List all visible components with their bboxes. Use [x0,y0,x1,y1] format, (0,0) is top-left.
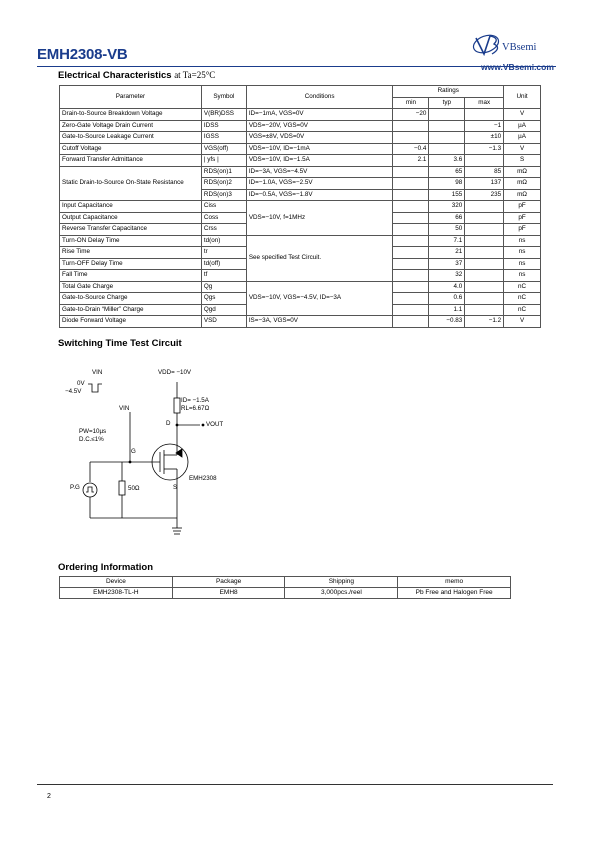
symbol-cell: VGS(off) [201,143,246,155]
condition-cell: VDS=−10V, ID=−1.5A [246,155,393,167]
unit-cell: mΩ [504,166,541,178]
condition-cell: VDS=−10V, f=1MHz [246,201,393,236]
typ-cell: −0.83 [429,316,465,328]
param-cell: Gate-to-Source Leakage Current [60,132,202,144]
symbol-cell: Coss [201,212,246,224]
symbol-cell: VSD [201,316,246,328]
unit-cell: V [504,109,541,121]
unit-cell: µA [504,120,541,132]
ordering-shipping-cell: 3,000pcs./reel [285,588,398,599]
vin-top-label: VIN [92,369,103,376]
max-cell: −1.3 [465,143,504,155]
ordering-col-shipping: Shipping [285,577,398,588]
symbol-cell: RDS(on)3 [201,189,246,201]
pulse-generator-label: P.G [70,484,80,491]
unit-cell: pF [504,212,541,224]
unit-cell: V [504,316,541,328]
typ-cell: 7.1 [429,235,465,247]
vin-mid-label: VIN [119,405,130,412]
ordering-section-title: Ordering Information [58,562,153,573]
footer-rule [37,784,553,785]
unit-cell: ns [504,247,541,259]
brand-name: VBsemi [502,42,537,53]
param-cell: Cutoff Voltage [60,143,202,155]
elec-condition-text: at Ta=25°C [174,70,216,80]
unit-cell: S [504,155,541,167]
symbol-cell: V(BR)DSS [201,109,246,121]
max-cell: −1 [465,120,504,132]
ordering-col-memo: memo [398,577,511,588]
min-cell: −0.4 [393,143,429,155]
device-label: EMH2308 [189,475,217,482]
unit-cell: pF [504,201,541,213]
table-row [60,588,511,599]
col-header-ratings: Ratings [393,86,504,98]
condition-cell: VDS=−10V, ID=−1mA [246,143,393,155]
ordering-memo-cell: Pb Free and Halogen Free [398,588,511,599]
col-header-min: min [393,97,429,109]
page-number: 2 [47,793,51,800]
typ-cell: 32 [429,270,465,282]
elec-title-text: Electrical Characteristics [58,70,172,81]
col-header-unit: Unit [504,86,541,109]
symbol-cell: | yfs | [201,155,246,167]
typ-cell: 98 [429,178,465,190]
param-cell: Fall Time [60,270,202,282]
condition-cell: VDS=−20V, VGS=0V [246,120,393,132]
symbol-cell: IDSS [201,120,246,132]
symbol-cell: Qg [201,281,246,293]
ordering-device-cell: EMH2308-TL-H [60,588,173,599]
condition-cell: IS=−3A, VGS=0V [246,316,393,328]
symbol-cell: IGSS [201,132,246,144]
symbol-cell: RDS(on)2 [201,178,246,190]
circuit-section-title: Switching Time Test Circuit [58,338,182,349]
symbol-cell: td(off) [201,258,246,270]
col-header-symbol: Symbol [201,86,246,109]
ordering-col-device: Device [60,577,173,588]
id-label: ID= −1.5A [181,397,209,404]
vout-label: VOUT [206,421,224,428]
vdd-label: VDD= −10V [158,369,192,376]
source-label: S [173,484,178,491]
typ-cell: 50 [429,224,465,236]
drain-label: D [166,420,171,427]
param-cell: Static Drain-to-Source On-State Resistance [60,166,202,201]
condition-cell: See specified Test Circuit. [246,235,393,281]
min-cell: −20 [393,109,429,121]
condition-cell: VDS=−10V, VGS=−4.5V, ID=−3A [246,281,393,316]
ordering-header-row [60,577,511,588]
unit-cell: mΩ [504,189,541,201]
resistor-50-label: 50Ω [128,485,140,492]
condition-cell: ID=−3A, VGS=−4.5V [246,166,393,178]
param-cell: Zero-Gate Voltage Drain Current [60,120,202,132]
symbol-cell: td(on) [201,235,246,247]
param-cell: Input Capacitance [60,201,202,213]
param-cell: Total Gate Charge [60,281,202,293]
param-cell: Forward Transfer Admittance [60,155,202,167]
typ-cell: 4.0 [429,281,465,293]
condition-cell: ID=−1.0A, VGS=−2.5V [246,178,393,190]
min-cell: 2.1 [393,155,429,167]
neg-volt-label: −4.5V [65,388,82,395]
unit-cell: nC [504,281,541,293]
input-pulse-waveform [88,384,102,392]
gate-label: G [131,448,136,455]
unit-cell: ns [504,258,541,270]
col-header-conditions: Conditions [246,86,393,109]
typ-cell: 37 [429,258,465,270]
unit-cell: mΩ [504,178,541,190]
duty-cycle-label: D.C.≤1% [79,436,104,443]
unit-cell: pF [504,224,541,236]
param-cell: Turn-ON Delay Time [60,235,202,247]
ordering-table [59,576,511,599]
param-cell: Diode Forward Voltage [60,316,202,328]
condition-cell: VGS=±8V, VDS=0V [246,132,393,144]
zero-volt-label: 0V [77,380,85,387]
unit-cell: ns [504,235,541,247]
ordering-col-package: Package [172,577,285,588]
symbol-cell: Ciss [201,201,246,213]
typ-cell: 320 [429,201,465,213]
typ-cell: 66 [429,212,465,224]
param-cell: Turn-OFF Delay Time [60,258,202,270]
param-cell: Reverse Transfer Capacitance [60,224,202,236]
param-cell: Rise Time [60,247,202,259]
col-header-max: max [465,97,504,109]
ordering-package-cell: EMH8 [172,588,285,599]
symbol-cell: RDS(on)1 [201,166,246,178]
unit-cell: nC [504,293,541,305]
unit-cell: nC [504,304,541,316]
typ-cell: 0.6 [429,293,465,305]
symbol-cell: tf [201,270,246,282]
max-cell: 137 [465,178,504,190]
param-cell: Output Capacitance [60,212,202,224]
condition-cell: ID=−0.5A, VGS=−1.8V [246,189,393,201]
symbol-cell: Crss [201,224,246,236]
param-cell: Gate-to-Source Charge [60,293,202,305]
unit-cell: µA [504,132,541,144]
col-header-parameter: Parameter [60,86,202,109]
symbol-cell: Qgs [201,293,246,305]
typ-cell: 21 [429,247,465,259]
rl-label: RL=6.67Ω [181,405,210,412]
max-cell: 85 [465,166,504,178]
typ-cell: 1.1 [429,304,465,316]
param-cell: Drain-to-Source Breakdown Voltage [60,109,202,121]
pulse-width-label: PW=10µs [79,428,107,435]
unit-cell: V [504,143,541,155]
typ-cell: 155 [429,189,465,201]
param-cell: Gate-to-Drain “Miller” Charge [60,304,202,316]
max-cell: −1.2 [465,316,504,328]
max-cell: 235 [465,189,504,201]
max-cell: ±10 [465,132,504,144]
unit-cell: ns [504,270,541,282]
typ-cell: 65 [429,166,465,178]
part-number-title: EMH2308-VB [37,46,128,63]
typ-cell: 3.6 [429,155,465,167]
condition-cell: ID=−1mA, VGS=0V [246,109,393,121]
symbol-cell: tr [201,247,246,259]
col-header-typ: typ [429,97,465,109]
website-link[interactable]: www.VBsemi.com [481,62,554,72]
symbol-cell: Qgd [201,304,246,316]
